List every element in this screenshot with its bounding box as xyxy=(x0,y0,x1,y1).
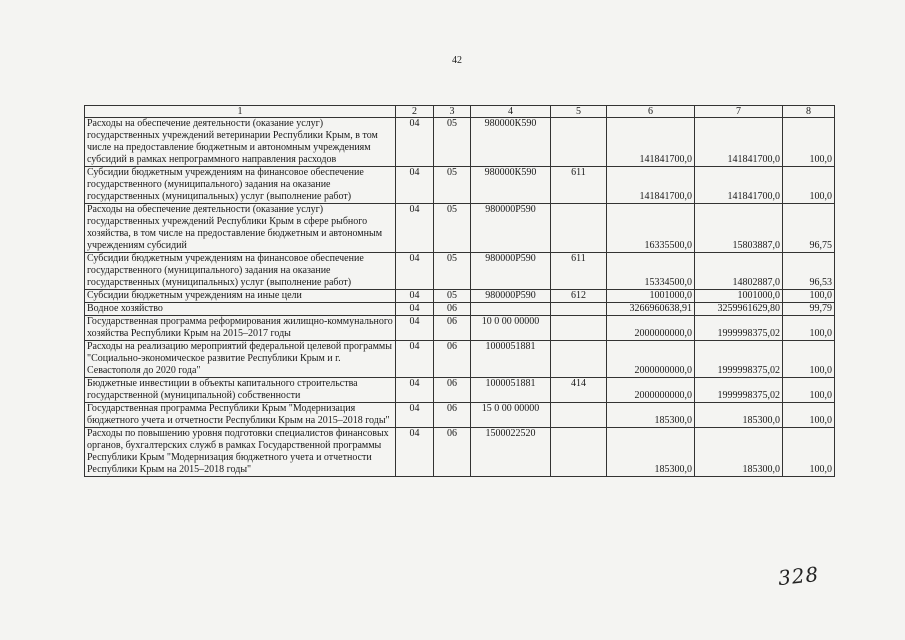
table-row xyxy=(85,378,835,403)
executed-amount-cell: 1999998375,02 xyxy=(695,341,783,378)
execution-percent-cell: 100,0 xyxy=(783,167,835,204)
expense-type-cell xyxy=(551,403,607,428)
planned-amount-cell: 141841700,0 xyxy=(607,118,695,167)
row-name-cell: Бюджетные инвестиции в объекты капитального строительства государственной (муниципальной) собственности xyxy=(85,378,396,403)
target-article-cell: 1000051881 xyxy=(471,378,551,403)
table-row xyxy=(85,341,835,378)
column-header-1: 1 xyxy=(85,106,396,118)
section-code-cell: 04 xyxy=(396,204,434,253)
row-name-cell: Водное хозяйство xyxy=(85,303,396,316)
executed-amount-cell: 14802887,0 xyxy=(695,253,783,290)
target-article-cell: 10 0 00 00000 xyxy=(471,316,551,341)
target-article-cell xyxy=(471,303,551,316)
expense-type-cell xyxy=(551,303,607,316)
column-header-2: 2 xyxy=(396,106,434,118)
expense-type-cell: 414 xyxy=(551,378,607,403)
planned-amount-cell: 2000000000,0 xyxy=(607,316,695,341)
expense-type-cell: 612 xyxy=(551,290,607,303)
column-header-6: 6 xyxy=(607,106,695,118)
execution-percent-cell: 99,79 xyxy=(783,303,835,316)
execution-percent-cell: 100,0 xyxy=(783,378,835,403)
expense-type-cell xyxy=(551,316,607,341)
section-code-cell: 04 xyxy=(396,341,434,378)
subsection-code-cell: 05 xyxy=(434,167,471,204)
execution-percent-cell: 100,0 xyxy=(783,403,835,428)
table-header xyxy=(85,106,835,118)
section-code-cell: 04 xyxy=(396,316,434,341)
section-code-cell: 04 xyxy=(396,118,434,167)
expense-type-cell: 611 xyxy=(551,253,607,290)
executed-amount-cell: 141841700,0 xyxy=(695,167,783,204)
expense-type-cell xyxy=(551,341,607,378)
section-code-cell: 04 xyxy=(396,428,434,477)
expense-type-cell: 611 xyxy=(551,167,607,204)
executed-amount-cell: 1001000,0 xyxy=(695,290,783,303)
executed-amount-cell: 141841700,0 xyxy=(695,118,783,167)
subsection-code-cell: 05 xyxy=(434,253,471,290)
handwritten-page-number: 328 xyxy=(776,561,821,591)
planned-amount-cell: 15334500,0 xyxy=(607,253,695,290)
subsection-code-cell: 05 xyxy=(434,204,471,253)
target-article-cell: 15 0 00 00000 xyxy=(471,403,551,428)
column-header-4: 4 xyxy=(471,106,551,118)
target-article-cell: 980000К590 xyxy=(471,118,551,167)
subsection-code-cell: 06 xyxy=(434,428,471,477)
header-row xyxy=(85,106,835,118)
planned-amount-cell: 141841700,0 xyxy=(607,167,695,204)
expense-type-cell xyxy=(551,204,607,253)
subsection-code-cell: 06 xyxy=(434,378,471,403)
executed-amount-cell: 15803887,0 xyxy=(695,204,783,253)
execution-percent-cell: 96,53 xyxy=(783,253,835,290)
executed-amount-cell: 185300,0 xyxy=(695,428,783,477)
subsection-code-cell: 05 xyxy=(434,118,471,167)
section-code-cell: 04 xyxy=(396,403,434,428)
executed-amount-cell: 1999998375,02 xyxy=(695,378,783,403)
column-header-5: 5 xyxy=(551,106,607,118)
expense-type-cell xyxy=(551,428,607,477)
section-code-cell: 04 xyxy=(396,167,434,204)
page-number: 42 xyxy=(452,55,462,66)
table-row xyxy=(85,316,835,341)
row-name-cell: Расходы на обеспечение деятельности (оказание услуг) государственных учреждений Республики Крым в сфере рыбного хозяйства, в том числе на предоставление бюджетным и автономным учреждениям субсидий xyxy=(85,204,396,253)
row-name-cell: Субсидии бюджетным учреждениям на иные цели xyxy=(85,290,396,303)
row-name-cell: Государственная программа реформирования жилищно-коммунального хозяйства Республики Крым на 2015–2017 годы xyxy=(85,316,396,341)
column-header-7: 7 xyxy=(695,106,783,118)
section-code-cell: 04 xyxy=(396,378,434,403)
target-article-cell: 980000Р590 xyxy=(471,290,551,303)
planned-amount-cell: 2000000000,0 xyxy=(607,341,695,378)
row-name-cell: Государственная программа Республики Крым "Модернизация бюджетного учета и отчетности Республики Крым на 2015–2018 годы" xyxy=(85,403,396,428)
table-row xyxy=(85,403,835,428)
budget-table xyxy=(84,105,835,477)
row-name-cell: Расходы по повышению уровня подготовки специалистов финансовых органов, бухгалтерских служб в рамках Государственной программы Республики Крым "Модернизация бюджетного учета и отчетности Республики Крым на 2015–2018 годы" xyxy=(85,428,396,477)
executed-amount-cell: 185300,0 xyxy=(695,403,783,428)
execution-percent-cell: 100,0 xyxy=(783,428,835,477)
section-code-cell: 04 xyxy=(396,290,434,303)
execution-percent-cell: 100,0 xyxy=(783,118,835,167)
subsection-code-cell: 06 xyxy=(434,303,471,316)
execution-percent-cell: 100,0 xyxy=(783,316,835,341)
table-body xyxy=(85,118,835,477)
expense-type-cell xyxy=(551,118,607,167)
table-row xyxy=(85,118,835,167)
table-row xyxy=(85,253,835,290)
column-header-8: 8 xyxy=(783,106,835,118)
execution-percent-cell: 100,0 xyxy=(783,290,835,303)
target-article-cell: 1500022520 xyxy=(471,428,551,477)
planned-amount-cell: 3266960638,91 xyxy=(607,303,695,316)
section-code-cell: 04 xyxy=(396,253,434,290)
subsection-code-cell: 06 xyxy=(434,341,471,378)
target-article-cell: 980000Р590 xyxy=(471,204,551,253)
section-code-cell: 04 xyxy=(396,303,434,316)
planned-amount-cell: 185300,0 xyxy=(607,403,695,428)
column-header-3: 3 xyxy=(434,106,471,118)
planned-amount-cell: 1001000,0 xyxy=(607,290,695,303)
planned-amount-cell: 2000000000,0 xyxy=(607,378,695,403)
row-name-cell: Расходы на реализацию мероприятий федеральной целевой программы "Социально-экономическое развитие Республики Крым и г. Севастополя до 2020 года" xyxy=(85,341,396,378)
subsection-code-cell: 05 xyxy=(434,290,471,303)
table-row xyxy=(85,204,835,253)
row-name-cell: Субсидии бюджетным учреждениям на финансовое обеспечение государственного (муниципального) задания на оказание государственных (муниципальных) услуг (выполнение работ) xyxy=(85,167,396,204)
subsection-code-cell: 06 xyxy=(434,403,471,428)
planned-amount-cell: 16335500,0 xyxy=(607,204,695,253)
table-row xyxy=(85,428,835,477)
table-row xyxy=(85,290,835,303)
row-name-cell: Субсидии бюджетным учреждениям на финансовое обеспечение государственного (муниципального) задания на оказание государственных (муниципальных) услуг (выполнение работ) xyxy=(85,253,396,290)
executed-amount-cell: 3259961629,80 xyxy=(695,303,783,316)
table-row xyxy=(85,303,835,316)
execution-percent-cell: 96,75 xyxy=(783,204,835,253)
target-article-cell: 1000051881 xyxy=(471,341,551,378)
subsection-code-cell: 06 xyxy=(434,316,471,341)
table-row xyxy=(85,167,835,204)
execution-percent-cell: 100,0 xyxy=(783,341,835,378)
target-article-cell: 980000К590 xyxy=(471,167,551,204)
executed-amount-cell: 1999998375,02 xyxy=(695,316,783,341)
planned-amount-cell: 185300,0 xyxy=(607,428,695,477)
target-article-cell: 980000Р590 xyxy=(471,253,551,290)
row-name-cell: Расходы на обеспечение деятельности (оказание услуг) государственных учреждений ветеринарии Республики Крым, в том числе на предоставление бюджетным и автономным учреждениям субсидий в рамках непрограммного направления расходов xyxy=(85,118,396,167)
